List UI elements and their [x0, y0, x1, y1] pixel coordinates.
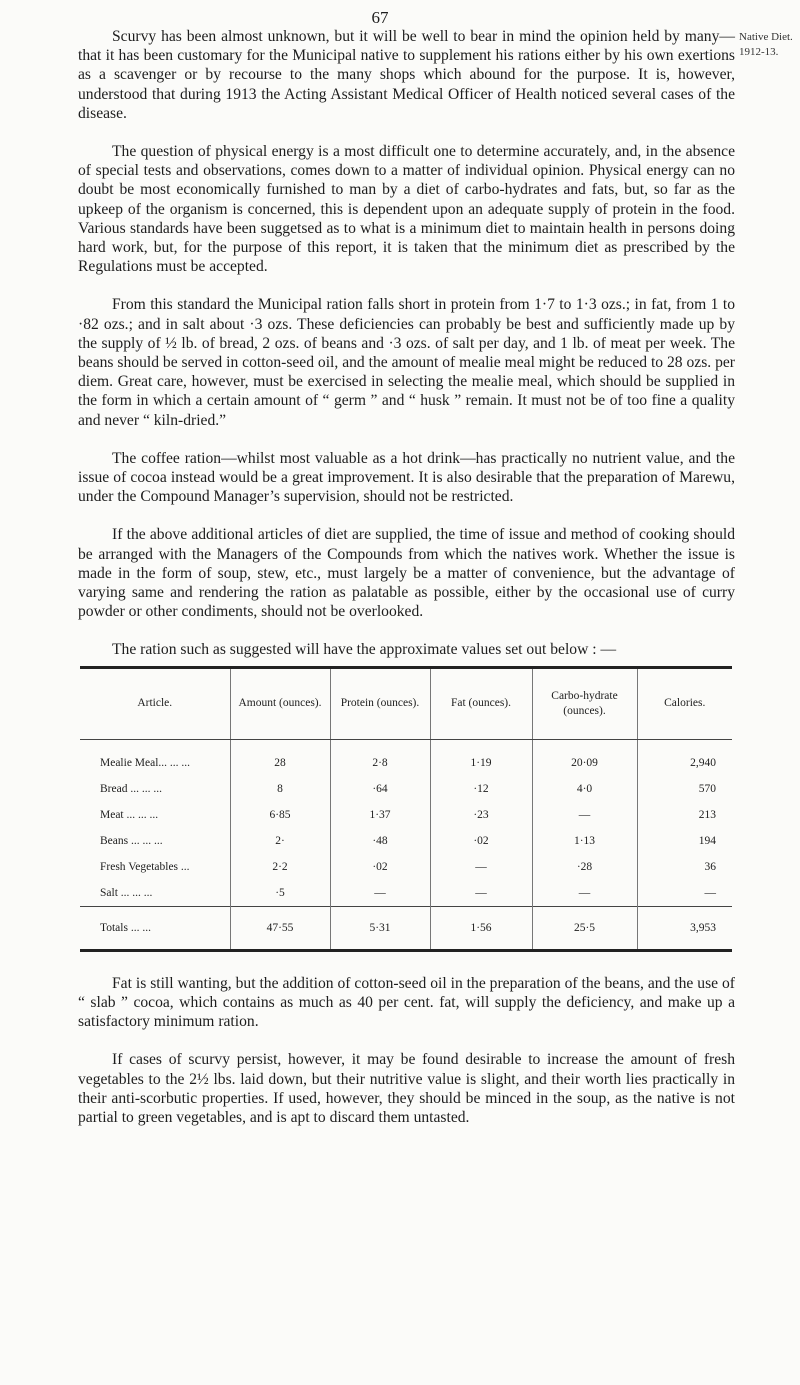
cell-amount: 8 [230, 776, 330, 802]
document-body [78, 27, 735, 1146]
paragraph-physical-energy: The question of physical energy is a most difficult one to determine accurately, and, in the absence of special tests and observations, comes down to a matter of individual opinion. Physical energy can no doubt be most economically furnished to man by a diet of carbo-hydrates and fats, but, so far as the upkeep of the organism is concerned, this is dependent upon an adequate supply of protein in the food. Various standards have been suggetsed as to what is a minimum diet to maintain health in persons doing hard work, but, for the purpose of this report, it is taken that the minimum diet as prescribed by the Regulations must be accepted. [78, 143, 735, 276]
cell-carbo-hydrate: — [532, 880, 637, 907]
cell-article: Salt ... ... ... [100, 886, 153, 899]
page-number: 67 [371, 8, 389, 27]
cell-article: Mealie Meal... ... ... [100, 756, 191, 769]
totals-protein: 5·31 [330, 906, 430, 950]
paragraph-fat-wanting: Fat is still wanting, but the addition of cotton-seed oil in the preparation of the beans, and the use of “ slab ” cocoa, which contains as much as 40 per cent. fat, will supply the deficiency, and make up a satisfactory minimum ration. [78, 974, 735, 1031]
cell-amount: 6·85 [230, 802, 330, 828]
margin-note-title: Native Diet. [739, 31, 793, 43]
cell-protein: 1·37 [330, 802, 430, 828]
totals-calories: 3,953 [637, 906, 732, 950]
header-fat: Fat (ounces). [430, 667, 532, 739]
table-row [80, 802, 732, 828]
header-protein: Protein (ounces). [330, 667, 430, 739]
cell-article: Meat ... ... ... [100, 808, 159, 821]
cell-calories: 213 [637, 802, 732, 828]
header-amount: Amount (ounces). [230, 667, 330, 739]
table-row [80, 854, 732, 880]
paragraph-issue-method: If the above additional articles of diet are supplied, the time of issue and method of cooking should be arranged with the Managers of the Compounds from which the natives work. Whether the issue is made in the form of soup, stew, etc., must largely be a matter of convenience, but the advantage of varying same and rendering the ration as palatable as possible, either by the occasional use of curry powder or other condiments, should not be overlooked. [78, 526, 735, 621]
cell-fat: — [430, 880, 532, 907]
header-article: Article. [80, 667, 230, 739]
paragraph-table-intro: The ration such as suggested will have the approximate values set out below : — [112, 641, 617, 659]
paragraph-scurvy: Scurvy has been almost unknown, but it will be well to bear in mind the opinion held by many—that it has been customary for the Municipal native to supplement his rations either by his own exertions as a scavenger or by recourse to the many shops which abound for the purpose. It is, however, understood that during 1913 the Acting Assistant Medical Officer of Health noticed several cases of the disease. [78, 28, 735, 122]
cell-carbo-hydrate: ·28 [532, 854, 637, 880]
totals-carbo-hydrate: 25·5 [532, 906, 637, 950]
paragraph-ration-deficiencies: From this standard the Municipal ration falls short in protein from 1·7 to 1·3 ozs.; in fat, from 1 to ·82 ozs.; and in salt about ·3 ozs. These deficiencies can probably be best and sufficiently made up by the supply of ½ lb. of bread, 2 ozs. of beans and ·3 ozs. of salt per day, and 1 lb. of meat per week. The beans should be served in cotton-seed oil, and the amount of mealie meal might be reduced to 28 ozs. per diem. Great care, however, must be exercised in selecting the mealie meal, which should be supplied in the form in which a certain amount of “ germ ” and “ husk ” remain. It must not be of too fine a quality and never “ kiln-dried.” [78, 296, 735, 429]
cell-carbo-hydrate: 20·09 [532, 739, 637, 776]
cell-calories: 2,940 [637, 739, 732, 776]
cell-article: Bread ... ... ... [100, 782, 162, 795]
cell-fat: — [430, 854, 532, 880]
table-row [80, 739, 732, 776]
cell-protein: ·02 [330, 854, 430, 880]
cell-fat: ·23 [430, 802, 532, 828]
table-row [80, 776, 732, 802]
margin-note [739, 30, 800, 60]
cell-article: Beans ... ... ... [100, 834, 163, 847]
totals-row [80, 906, 732, 950]
ration-values-table [80, 666, 732, 952]
paragraph-fresh-vegetables: If cases of scurvy persist, however, it may be found desirable to increase the amount of fresh vegetables to the 2½ lbs. laid down, but their nutritive value is slight, and their worth lies practically in their anti-scorbutic properties. If used, however, they should be minced in the soup, as the native is not partial to green vegetables, and is apt to discard them untasted. [78, 1051, 735, 1126]
cell-protein: ·64 [330, 776, 430, 802]
margin-note-years: 1912-13. [739, 46, 779, 58]
cell-amount: 28 [230, 739, 330, 776]
cell-protein: — [330, 880, 430, 907]
cell-calories: 570 [637, 776, 732, 802]
cell-fat: ·02 [430, 828, 532, 854]
paragraph-coffee-ration: The coffee ration—whilst most valuable as a hot drink—has practically no nutrient value, and the issue of cocoa instead would be a great improvement. It is also desirable that the preparation of Marewu, under the Compound Manager’s supervision, should not be restricted. [78, 449, 735, 506]
header-carbo-hydrate: Carbo-hydrate (ounces). [532, 667, 637, 739]
table-header-row [80, 667, 732, 739]
cell-fat: ·12 [430, 776, 532, 802]
cell-carbo-hydrate: 4·0 [532, 776, 637, 802]
cell-amount: 2·2 [230, 854, 330, 880]
totals-label: Totals ... ... [80, 906, 230, 950]
totals-amount: 47·55 [230, 906, 330, 950]
cell-carbo-hydrate: 1·13 [532, 828, 637, 854]
cell-fat: 1·19 [430, 739, 532, 776]
cell-calories: 194 [637, 828, 732, 854]
header-calories: Calories. [637, 667, 732, 739]
cell-carbo-hydrate: — [532, 802, 637, 828]
cell-calories: — [637, 880, 732, 907]
cell-calories: 36 [637, 854, 732, 880]
totals-fat: 1·56 [430, 906, 532, 950]
cell-protein: ·48 [330, 828, 430, 854]
cell-protein: 2·8 [330, 739, 430, 776]
cell-amount: 2· [230, 828, 330, 854]
cell-amount: ·5 [230, 880, 330, 907]
cell-article: Fresh Vegetables ... [100, 860, 190, 873]
table-row [80, 880, 732, 907]
table-row [80, 828, 732, 854]
